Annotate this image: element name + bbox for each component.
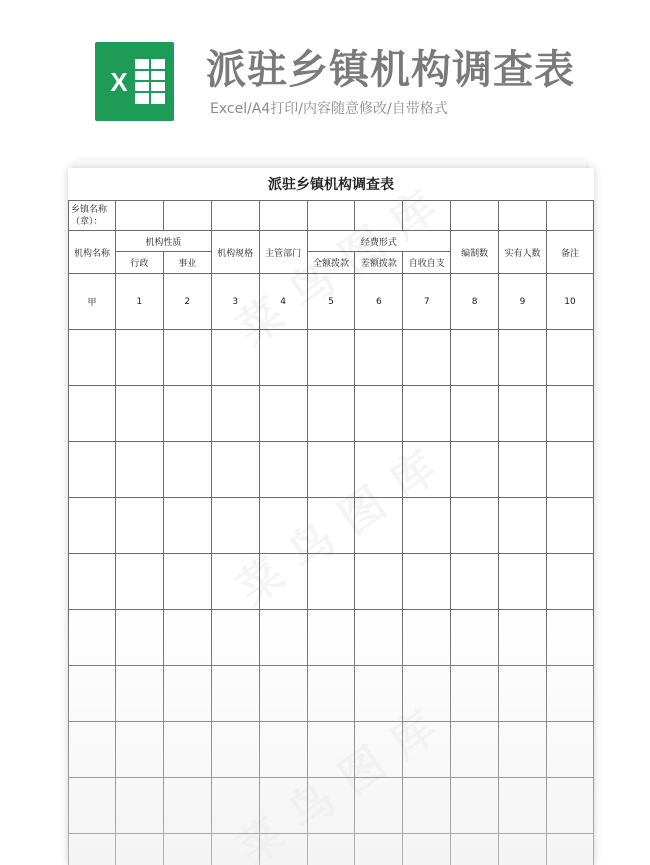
table-cell[interactable]	[403, 666, 451, 722]
town-cell[interactable]	[355, 201, 403, 231]
table-cell[interactable]	[499, 554, 547, 610]
table-cell[interactable]	[211, 498, 259, 554]
town-cell[interactable]	[499, 201, 547, 231]
table-cell[interactable]	[211, 330, 259, 386]
table-cell[interactable]	[307, 722, 355, 778]
header-actual: 实有人数	[499, 231, 547, 274]
table-cell[interactable]	[211, 386, 259, 442]
table-cell[interactable]	[355, 722, 403, 778]
table-cell[interactable]	[307, 442, 355, 498]
table-cell[interactable]	[546, 554, 593, 610]
table-cell[interactable]	[163, 498, 211, 554]
index-cell: 3	[211, 274, 259, 330]
table-cell[interactable]	[451, 330, 499, 386]
table-cell[interactable]	[259, 610, 307, 666]
table-cell[interactable]	[499, 610, 547, 666]
table-cell[interactable]	[451, 722, 499, 778]
town-cell[interactable]	[403, 201, 451, 231]
header-org-name: 机构名称	[69, 231, 116, 274]
index-row	[69, 274, 594, 330]
table-cell[interactable]	[115, 834, 163, 865]
header-funding: 经费形式	[307, 231, 451, 252]
table-cell[interactable]	[307, 834, 355, 865]
table-cell[interactable]	[307, 330, 355, 386]
index-cell: 5	[307, 274, 355, 330]
table-cell[interactable]	[307, 554, 355, 610]
town-cell[interactable]	[546, 201, 593, 231]
table-row	[69, 834, 594, 865]
page-title: 派驻乡镇机构调查表	[206, 47, 575, 93]
table-cell[interactable]	[451, 834, 499, 865]
table-cell[interactable]	[355, 554, 403, 610]
index-cell: 9	[499, 274, 547, 330]
town-name-label: 乡镇名称（章）：	[69, 201, 116, 231]
table-cell[interactable]	[69, 442, 116, 498]
table-cell[interactable]	[403, 498, 451, 554]
table-row	[69, 610, 594, 666]
table-cell[interactable]	[307, 666, 355, 722]
header-row-1	[69, 231, 594, 252]
table-cell[interactable]	[115, 554, 163, 610]
table-cell[interactable]	[259, 330, 307, 386]
index-cell: 4	[259, 274, 307, 330]
table-cell[interactable]	[211, 554, 259, 610]
table-cell[interactable]	[451, 498, 499, 554]
header-full: 全额拨款	[307, 252, 355, 274]
table-cell[interactable]	[211, 834, 259, 865]
table-cell[interactable]	[115, 498, 163, 554]
table-row	[69, 330, 594, 386]
sheet-title: 派驻乡镇机构调查表	[268, 177, 394, 193]
header-staffing: 编制数	[451, 231, 499, 274]
table-cell[interactable]	[499, 386, 547, 442]
table-cell[interactable]	[307, 386, 355, 442]
table-cell[interactable]	[69, 834, 116, 865]
document-sheet	[68, 168, 594, 865]
table-cell[interactable]	[163, 386, 211, 442]
table-cell[interactable]	[115, 666, 163, 722]
table-cell[interactable]	[259, 666, 307, 722]
header-dept: 主管部门	[259, 231, 307, 274]
table-cell[interactable]	[259, 386, 307, 442]
table-cell[interactable]	[546, 834, 593, 865]
header-business: 事业	[163, 252, 211, 274]
table-cell[interactable]	[259, 554, 307, 610]
table-cell[interactable]	[69, 498, 116, 554]
table-cell[interactable]	[403, 778, 451, 834]
table-cell[interactable]	[546, 330, 593, 386]
table-cell[interactable]	[355, 834, 403, 865]
table-cell[interactable]	[546, 722, 593, 778]
table-cell[interactable]	[546, 442, 593, 498]
header-nature: 机构性质	[115, 231, 211, 252]
table-cell[interactable]	[163, 666, 211, 722]
table-cell[interactable]	[115, 722, 163, 778]
index-cell: 1	[115, 274, 163, 330]
table-cell[interactable]	[211, 778, 259, 834]
table-cell[interactable]	[69, 386, 116, 442]
blank-rows	[69, 330, 594, 865]
table-cell[interactable]	[69, 722, 116, 778]
index-cell: 8	[451, 274, 499, 330]
table-cell[interactable]	[115, 610, 163, 666]
table-cell[interactable]	[69, 554, 116, 610]
table-row	[69, 442, 594, 498]
table-cell[interactable]	[451, 610, 499, 666]
table-cell[interactable]	[355, 498, 403, 554]
index-cell: 7	[403, 274, 451, 330]
table-cell[interactable]	[69, 330, 116, 386]
table-cell[interactable]	[546, 498, 593, 554]
table-cell[interactable]	[163, 610, 211, 666]
table-cell[interactable]	[69, 666, 116, 722]
table-cell[interactable]	[163, 330, 211, 386]
table-cell[interactable]	[403, 554, 451, 610]
table-cell[interactable]	[163, 554, 211, 610]
table-cell[interactable]	[69, 610, 116, 666]
index-cell: 10	[546, 274, 593, 330]
town-row	[69, 201, 594, 231]
table-cell[interactable]	[451, 666, 499, 722]
town-cell[interactable]	[307, 201, 355, 231]
table-cell[interactable]	[546, 610, 593, 666]
index-cell: 2	[163, 274, 211, 330]
table-cell[interactable]	[355, 330, 403, 386]
table-cell[interactable]	[546, 666, 593, 722]
table-cell[interactable]	[115, 778, 163, 834]
survey-table	[68, 168, 594, 865]
table-row	[69, 386, 594, 442]
table-cell[interactable]	[211, 666, 259, 722]
town-cell[interactable]	[163, 201, 211, 231]
title-row	[69, 168, 594, 201]
table-cell[interactable]	[451, 554, 499, 610]
table-row	[69, 498, 594, 554]
table-cell[interactable]	[499, 330, 547, 386]
table-cell[interactable]	[163, 778, 211, 834]
table-cell[interactable]	[499, 722, 547, 778]
table-cell[interactable]	[163, 834, 211, 865]
logo-letter: X	[110, 67, 128, 97]
table-cell[interactable]	[355, 386, 403, 442]
table-cell[interactable]	[499, 778, 547, 834]
index-cell: 6	[355, 274, 403, 330]
table-cell[interactable]	[403, 442, 451, 498]
town-cell[interactable]	[115, 201, 163, 231]
table-cell[interactable]	[355, 666, 403, 722]
town-cell[interactable]	[259, 201, 307, 231]
table-cell[interactable]	[115, 386, 163, 442]
page-subtitle: Excel/A4打印/内容随意修改/自带格式	[210, 101, 448, 117]
table-cell[interactable]	[259, 498, 307, 554]
table-row	[69, 722, 594, 778]
table-cell[interactable]	[499, 666, 547, 722]
table-cell[interactable]	[259, 442, 307, 498]
table-cell[interactable]	[307, 778, 355, 834]
town-cell[interactable]	[451, 201, 499, 231]
table-cell[interactable]	[115, 330, 163, 386]
table-cell[interactable]	[115, 442, 163, 498]
table-cell[interactable]	[451, 386, 499, 442]
table-cell[interactable]	[259, 722, 307, 778]
header-diff: 差额拨款	[355, 252, 403, 274]
table-cell[interactable]	[499, 442, 547, 498]
header-remark: 备注	[546, 231, 593, 274]
table-row	[69, 666, 594, 722]
table-cell[interactable]	[355, 442, 403, 498]
table-cell[interactable]	[211, 442, 259, 498]
header-admin: 行政	[115, 252, 163, 274]
table-cell[interactable]	[403, 722, 451, 778]
table-cell[interactable]	[211, 610, 259, 666]
excel-logo-icon	[95, 42, 174, 121]
town-cell[interactable]	[211, 201, 259, 231]
table-cell[interactable]	[69, 778, 116, 834]
table-cell[interactable]	[451, 778, 499, 834]
table-cell[interactable]	[403, 330, 451, 386]
table-cell[interactable]	[307, 610, 355, 666]
table-row	[69, 554, 594, 610]
header-self: 自收自支	[403, 252, 451, 274]
table-row	[69, 778, 594, 834]
table-cell[interactable]	[546, 386, 593, 442]
table-cell[interactable]	[403, 610, 451, 666]
table-cell[interactable]	[403, 834, 451, 865]
table-cell[interactable]	[355, 778, 403, 834]
table-cell[interactable]	[163, 442, 211, 498]
table-cell[interactable]	[546, 778, 593, 834]
table-cell[interactable]	[499, 498, 547, 554]
table-cell[interactable]	[355, 610, 403, 666]
table-cell[interactable]	[451, 442, 499, 498]
table-cell[interactable]	[403, 386, 451, 442]
table-cell[interactable]	[259, 834, 307, 865]
header-spec: 机构规格	[211, 231, 259, 274]
table-cell[interactable]	[163, 722, 211, 778]
table-cell[interactable]	[211, 722, 259, 778]
table-cell[interactable]	[259, 778, 307, 834]
table-cell[interactable]	[307, 498, 355, 554]
table-cell[interactable]	[499, 834, 547, 865]
index-cell: 甲	[69, 274, 116, 330]
